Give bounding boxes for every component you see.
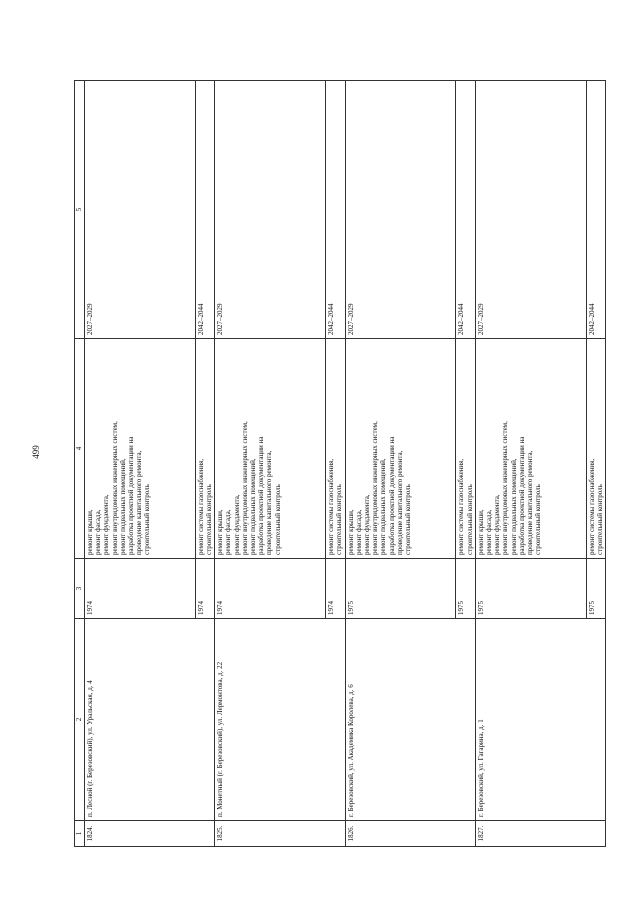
- work-item: строительный контроль: [595, 484, 604, 555]
- period-cell: 2027–2029: [475, 81, 586, 339]
- works-cell: [195, 339, 214, 559]
- work-item: ремонт фасада,: [354, 509, 363, 555]
- work-item: строительный контроль: [465, 484, 474, 555]
- work-item: строительный контроль: [273, 484, 282, 555]
- work-item: ремонт подвальных помещений,: [249, 458, 258, 555]
- work-item: ремонт внутридомовых инженерных систем,: [371, 421, 380, 555]
- row-number: 1826.: [345, 821, 475, 847]
- period-cell: 2027–2029: [85, 81, 196, 339]
- works-cell: [475, 339, 586, 559]
- work-item: ремонт крыши,: [346, 509, 355, 555]
- table-row: [345, 81, 456, 847]
- year-cell: 1975: [475, 559, 586, 619]
- works-cell: [345, 339, 456, 559]
- work-item: строительный контроль: [534, 484, 543, 555]
- work-item: ремонт системы газоснабжения,: [457, 458, 466, 555]
- table-row: [85, 81, 196, 847]
- work-item: разработка проектной документации на: [127, 436, 136, 555]
- work-item: разработка проектной документации на: [387, 436, 396, 555]
- table-row: [475, 81, 586, 847]
- work-item: ремонт внутридомовых инженерных систем,: [240, 421, 249, 555]
- year-cell: 1974: [215, 559, 326, 619]
- year-cell: 1974: [85, 559, 196, 619]
- table-row: [215, 81, 326, 847]
- work-item: проведение капитального ремонта,: [265, 450, 274, 555]
- address-cell: п. Лесной (г. Березовский), ул. Уральская, д. 4: [85, 619, 215, 821]
- header-col-5: 5: [75, 81, 85, 339]
- work-item: ремонт фасада,: [94, 509, 103, 555]
- work-item: ремонт подвальных помещений,: [509, 458, 518, 555]
- work-item: ремонт внутридомовых инженерных систем,: [501, 421, 510, 555]
- work-item: ремонт внутридомовых инженерных систем,: [110, 421, 119, 555]
- work-item: ремонт системы газоснабжения,: [327, 458, 336, 555]
- work-item: ремонт фасада,: [224, 509, 233, 555]
- row-number: 1827.: [475, 821, 605, 847]
- year-cell: 1975: [345, 559, 456, 619]
- work-item: проведение капитального ремонта,: [135, 450, 144, 555]
- works-cell: [586, 339, 605, 559]
- work-item: ремонт подвальных помещений,: [379, 458, 388, 555]
- work-item: ремонт системы газоснабжения,: [587, 458, 596, 555]
- header-row: [75, 81, 85, 847]
- period-cell: 2042–2044: [195, 81, 214, 339]
- period-cell: 2042–2044: [326, 81, 345, 339]
- work-item: ремонт крыши,: [476, 509, 485, 555]
- work-item: ремонт фундамента,: [493, 494, 502, 555]
- work-item: ремонт фундамента,: [102, 494, 111, 555]
- work-item: ремонт фундамента,: [362, 494, 371, 555]
- work-item: строительный контроль: [403, 484, 412, 555]
- year-cell: 1974: [326, 559, 345, 619]
- year-cell: 1975: [456, 559, 475, 619]
- work-item: проведение капитального ремонта,: [395, 450, 404, 555]
- period-cell: 2027–2029: [345, 81, 456, 339]
- period-cell: 2042–2044: [586, 81, 605, 339]
- rotated-table-wrapper: [74, 80, 606, 847]
- address-cell: г. Березовский, ул. Гагарина, д. 1: [475, 619, 605, 821]
- table-body: [85, 81, 606, 847]
- header-col-4: 4: [75, 339, 85, 559]
- period-cell: 2042–2044: [456, 81, 475, 339]
- work-item: ремонт фундамента,: [232, 494, 241, 555]
- work-item: ремонт фасада,: [484, 509, 493, 555]
- header-col-2: 2: [75, 619, 85, 821]
- capital-repair-table: [74, 80, 606, 847]
- works-cell: [456, 339, 475, 559]
- work-item: ремонт подвальных помещений,: [118, 458, 127, 555]
- works-cell: [326, 339, 345, 559]
- period-cell: 2027–2029: [215, 81, 326, 339]
- work-item: ремонт крыши,: [86, 509, 94, 555]
- year-cell: 1974: [195, 559, 214, 619]
- work-item: разработка проектной документации на: [517, 436, 526, 555]
- row-number: 1824.: [85, 821, 215, 847]
- work-item: строительный контроль: [143, 484, 152, 555]
- header-col-3: 3: [75, 559, 85, 619]
- works-cell: [85, 339, 196, 559]
- row-number: 1825.: [215, 821, 345, 847]
- works-cell: [215, 339, 326, 559]
- work-item: проведение капитального ремонта,: [525, 450, 534, 555]
- year-cell: 1975: [586, 559, 605, 619]
- work-item: строительный контроль: [335, 484, 344, 555]
- address-cell: п. Монетный (г. Березовский), ул. Лермонтова, д. 22: [215, 619, 345, 821]
- header-col-1: 1: [75, 821, 85, 847]
- work-item: ремонт крыши,: [216, 509, 225, 555]
- page-number: 499: [31, 445, 41, 459]
- address-cell: г. Березовский, ул. Академика Королева, д. 6: [345, 619, 475, 821]
- work-item: разработка проектной документации на: [257, 436, 266, 555]
- work-item: строительный контроль: [205, 484, 214, 555]
- work-item: ремонт системы газоснабжения,: [196, 458, 205, 555]
